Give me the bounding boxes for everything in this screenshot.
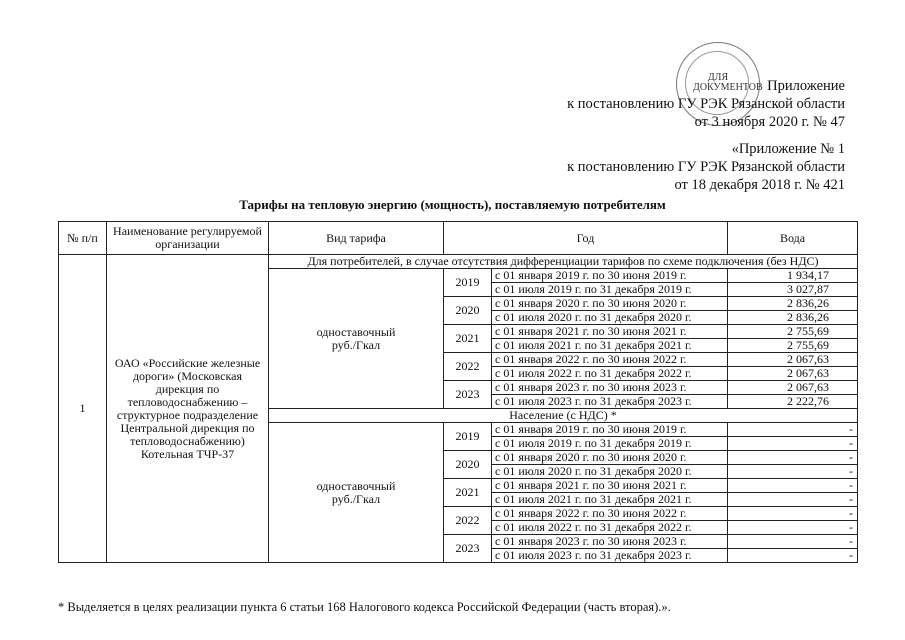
period-cell: с 01 января 2022 г. по 30 июня 2022 г. xyxy=(492,507,728,521)
section-label-row xyxy=(59,255,858,269)
water-tariff-value: - xyxy=(728,535,858,549)
col-header-organization: Наименование регулируемой организации xyxy=(107,222,269,255)
table-header-row xyxy=(59,222,858,255)
seal-text: ДЛЯ ДОКУМЕНТОВ xyxy=(693,72,763,93)
header-line: «Приложение № 1 xyxy=(731,141,845,157)
period-cell: с 01 июля 2023 г. по 31 декабря 2023 г. xyxy=(492,395,728,409)
water-tariff-value: - xyxy=(728,507,858,521)
tariff-type-name: одноставочный xyxy=(316,478,396,493)
tariff-type xyxy=(269,269,444,409)
period-cell: с 01 июля 2020 г. по 31 декабря 2020 г. xyxy=(492,465,728,479)
year-cell: 2021 xyxy=(444,479,492,507)
document-title: Тарифы на тепловую энергию (мощность), поставляемую потребителям xyxy=(239,197,666,212)
water-tariff-value: 2 755,69 xyxy=(728,339,858,353)
period-cell: с 01 января 2021 г. по 30 июня 2021 г. xyxy=(492,479,728,493)
year-cell: 2019 xyxy=(444,423,492,451)
period-cell: с 01 июля 2021 г. по 31 декабря 2021 г. xyxy=(492,493,728,507)
water-tariff-value: - xyxy=(728,437,858,451)
water-tariff-value: 3 027,87 xyxy=(728,283,858,297)
water-tariff-value: 2 067,63 xyxy=(728,381,858,395)
col-header-water: Вода xyxy=(728,222,858,255)
year-cell: 2020 xyxy=(444,297,492,325)
period-cell: с 01 января 2020 г. по 30 июня 2020 г. xyxy=(492,451,728,465)
water-tariff-value: 2 222,76 xyxy=(728,395,858,409)
period-cell: с 01 января 2019 г. по 30 июня 2019 г. xyxy=(492,269,728,283)
water-tariff-value: - xyxy=(728,521,858,535)
section-label: Население (с НДС) * xyxy=(269,409,858,423)
period-cell: с 01 июля 2021 г. по 31 декабря 2021 г. xyxy=(492,339,728,353)
header-line: от 18 декабря 2018 г. № 421 xyxy=(674,177,845,193)
water-tariff-value: - xyxy=(728,493,858,507)
period-cell: с 01 января 2022 г. по 30 июня 2022 г. xyxy=(492,353,728,367)
period-cell: с 01 июля 2020 г. по 31 декабря 2020 г. xyxy=(492,311,728,325)
footnote: * Выделяется в целях реализации пункта 6 статьи 168 Налогового кодекса Российской Федерации (часть вторая).». xyxy=(58,600,671,614)
header-line: к постановлению ГУ РЭК Рязанской области xyxy=(567,96,845,112)
period-cell: с 01 июля 2022 г. по 31 декабря 2022 г. xyxy=(492,521,728,535)
period-cell: с 01 января 2019 г. по 30 июня 2019 г. xyxy=(492,423,728,437)
water-tariff-value: 2 836,26 xyxy=(728,311,858,325)
year-cell: 2022 xyxy=(444,507,492,535)
water-tariff-value: 2 836,26 xyxy=(728,297,858,311)
original-appendix-header xyxy=(567,140,845,194)
period-cell: с 01 января 2020 г. по 30 июня 2020 г. xyxy=(492,297,728,311)
year-cell: 2019 xyxy=(444,269,492,297)
year-cell: 2022 xyxy=(444,353,492,381)
period-cell: с 01 января 2023 г. по 30 июня 2023 г. xyxy=(492,535,728,549)
year-cell: 2020 xyxy=(444,451,492,479)
water-tariff-value: - xyxy=(728,479,858,493)
water-tariff-value: 1 934,17 xyxy=(728,269,858,283)
appendix-header xyxy=(567,77,845,131)
water-tariff-value: 2 755,69 xyxy=(728,325,858,339)
water-tariff-value: 2 067,63 xyxy=(728,367,858,381)
water-tariff-value: - xyxy=(728,451,858,465)
section-label: Для потребителей, в случае отсутствия дифференциации тарифов по схеме подключения (без НДС) xyxy=(269,255,858,269)
tariff-table xyxy=(58,221,858,563)
year-cell: 2023 xyxy=(444,535,492,563)
col-header-year: Год xyxy=(444,222,728,255)
header-line: Приложение xyxy=(767,78,845,94)
col-header-tariff-type: Вид тарифа xyxy=(269,222,444,255)
row-number: 1 xyxy=(59,255,107,563)
tariff-type-name: одноставочный xyxy=(316,324,396,339)
tariff-unit: руб./Гкал xyxy=(331,491,381,506)
period-cell: с 01 июля 2022 г. по 31 декабря 2022 г. xyxy=(492,367,728,381)
period-cell: с 01 января 2021 г. по 30 июня 2021 г. xyxy=(492,325,728,339)
organization-name: ОАО «Российские железные дороги» (Московская дирекция по тепловодоснабжению – структурное подразделение Центральной дирекция по тепловодоснабжению) Котельная ТЧР-37 xyxy=(107,255,269,563)
col-header-number: № п/п xyxy=(59,222,107,255)
water-tariff-value: - xyxy=(728,465,858,479)
water-tariff-value: - xyxy=(728,549,858,563)
tariff-type xyxy=(269,423,444,563)
year-cell: 2023 xyxy=(444,381,492,409)
year-cell: 2021 xyxy=(444,325,492,353)
water-tariff-value: - xyxy=(728,423,858,437)
period-cell: с 01 июля 2019 г. по 31 декабря 2019 г. xyxy=(492,437,728,451)
header-line: к постановлению ГУ РЭК Рязанской области xyxy=(567,159,845,175)
header-line: от 3 ноября 2020 г. № 47 xyxy=(694,114,845,130)
period-cell: с 01 июля 2019 г. по 31 декабря 2019 г. xyxy=(492,283,728,297)
period-cell: с 01 января 2023 г. по 30 июня 2023 г. xyxy=(492,381,728,395)
water-tariff-value: 2 067,63 xyxy=(728,353,858,367)
tariff-unit: руб./Гкал xyxy=(331,337,381,352)
period-cell: с 01 июля 2023 г. по 31 декабря 2023 г. xyxy=(492,549,728,563)
